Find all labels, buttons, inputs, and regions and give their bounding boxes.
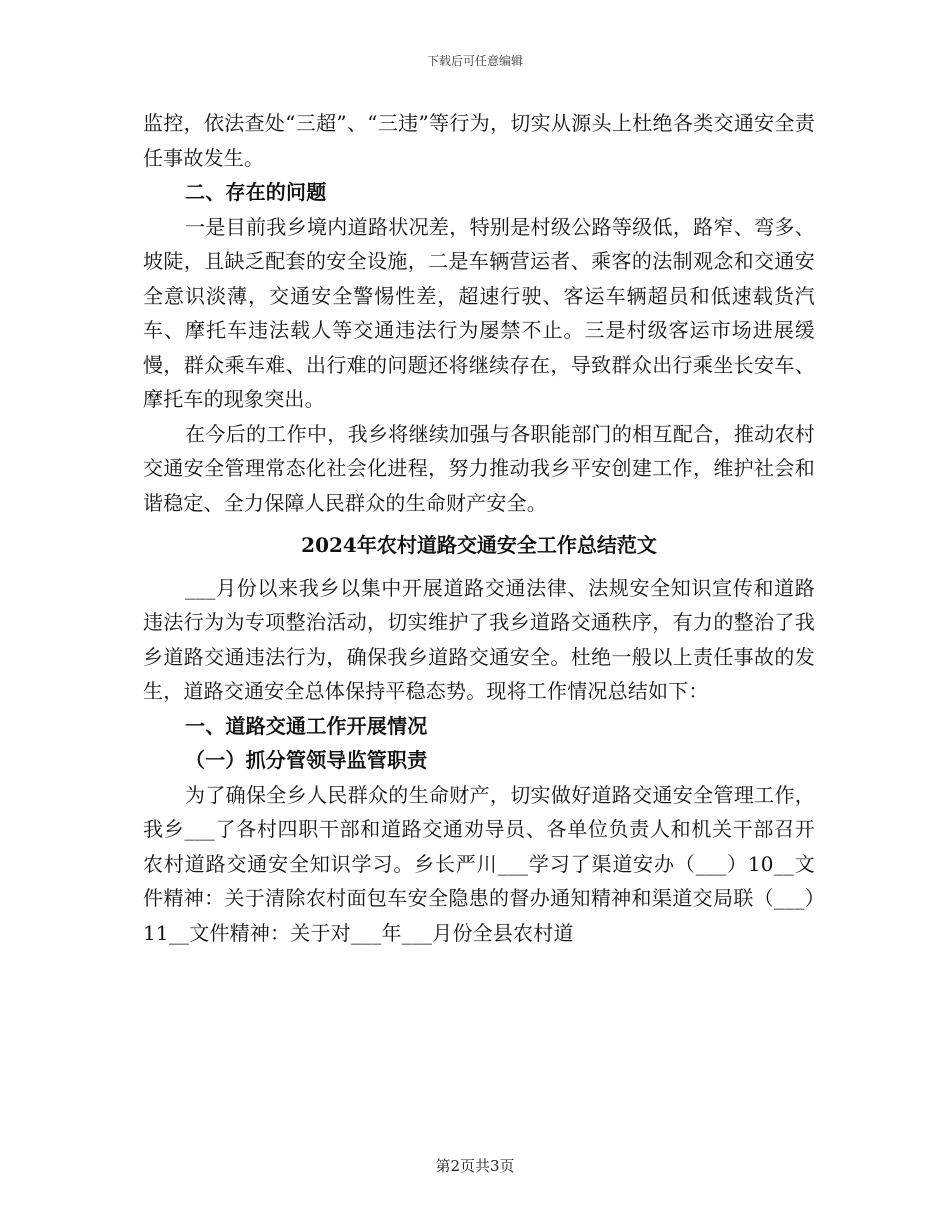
paragraph-intro: ___月份以来我乡以集中开展道路交通法律、法规安全知识宣传和道路违法行为为专项整治活动，切实维护了我乡道路交通秩序，有力的整治了我乡道路交通违法行为，确保我乡道路交通安全。杜绝一般以上责任事故的发生，道路交通安全总体保持平稳态势。现将工作情况总结如下： [143,575,815,703]
heading-subsection-1: （一）抓分管领导监管职责 [185,748,428,772]
page-number: 第2页共3页 [435,1157,515,1175]
heading-section-1: 一、道路交通工作开展情况 [185,713,428,738]
paragraph-problems: 一是目前我乡境内道路状况差，特别是村级公路等级低，路窄、弯多、坡陡，且缺乏配套的安全设施，二是车辆营运者、乘客的法制观念和交通安全意识淡薄，交通安全警惕性差，超速行驶、客运车辆超员和低速载货汽车、摩托车违法载人等交通违法行为屡禁不止。三是村级客运市场进展缓慢，群众乘车难、出行难的问题还将继续存在，导致群众出行乘坐长安车、摩托车的现象突出。 [143,214,815,411]
document-title: 2024年农村道路交通安全工作总结范文 [301,533,657,557]
paragraph-future-work: 在今后的工作中，我乡将继续加强与各职能部门的相互配合，推动农村交通安全管理常态化社会化进程，努力推动我乡平安创建工作，维护社会和谐稳定、全力保障人民群众的生命财产安全。 [143,421,815,515]
document-body [143,106,815,950]
page-header-note: 下载后可任意编辑 [426,54,523,68]
paragraph-subsection-1: 为了确保全乡人民群众的生命财产，切实做好道路交通安全管理工作，我乡___了各村四职干部和道路交通劝导员、各单位负责人和机关干部召开农村道路交通安全知识学习。乡长严川___学习了渠道安办（___）10__文件精神：关于清除农村面包车安全隐患的督办通知精神和渠道交局联（___）11__文件精神：关于对___年___月份全县农村道 [143,782,815,945]
heading-problems: 二、存在的问题 [185,180,327,204]
paragraph-continuation: 监控，依法查处“三超”、“三违”等行为，切实从源头上杜绝各类交通安全责任事故发生。 [143,111,815,170]
